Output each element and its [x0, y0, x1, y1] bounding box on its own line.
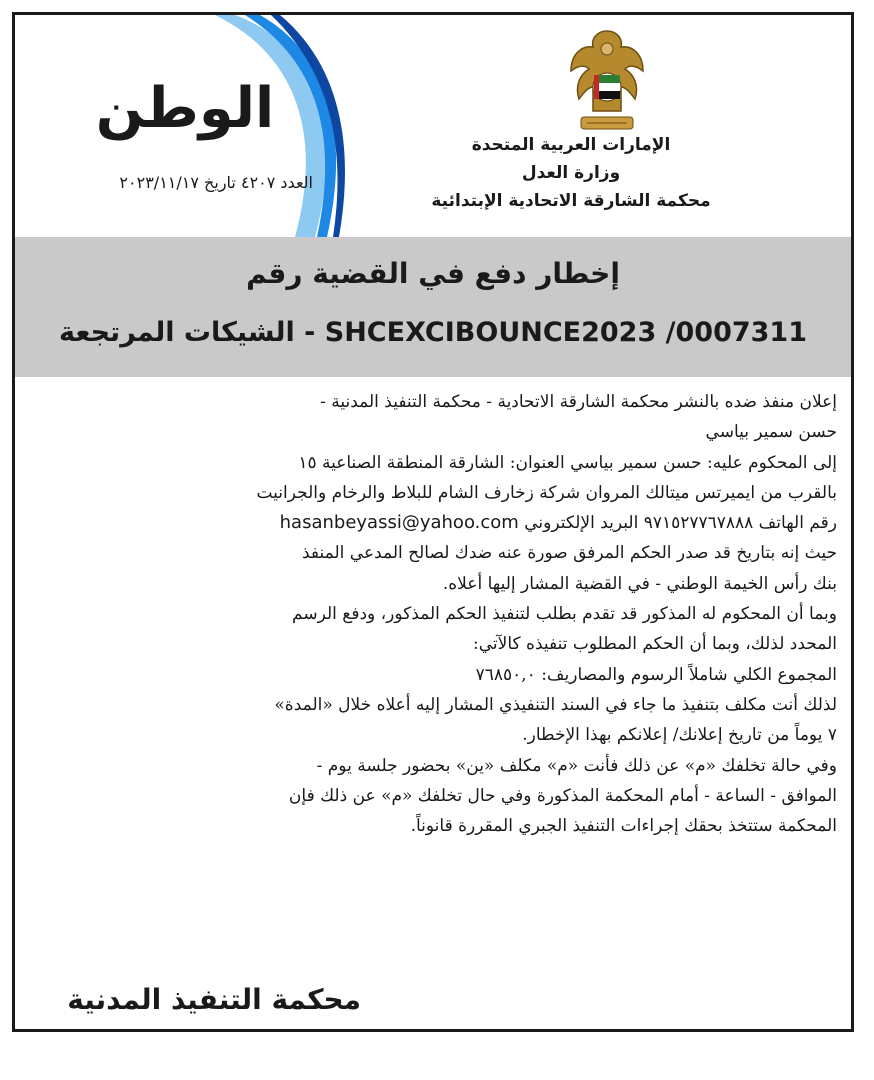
body-line-10: لذلك أنت مكلف بتنفيذ ما جاء في السند التنفيذي المشار إليه أعلاه خلال «المدة»: [274, 694, 837, 715]
uae-eagle-emblem-icon: [567, 25, 647, 135]
body-line-3: إلى المحكوم عليه: حسن سمير بياسي العنوان: الشارقة المنطقة الصناعية ١٥: [298, 452, 837, 473]
body-line-8: المحدد لذلك، وبما أن الحكم المطلوب تنفيذه كالآتي:: [473, 634, 837, 655]
phone-label: رقم الهاتف ٩٧١٥٢٧٧٦٧٨٨٨ البريد الإلكتروني: [524, 513, 837, 534]
newspaper-name: الوطن: [95, 76, 275, 141]
body-line-14: المحكمة ستتخذ بحقك إجراءات التنفيذ الجبري المقررة قانوناً.: [410, 816, 837, 837]
body-line-phone-email: [33, 508, 837, 538]
notice-body: [33, 387, 837, 841]
body-line-7: وبما أن المحكوم له المذكور قد تقدم بطلب لتنفيذ الحكم المذكور، ودفع الرسم: [292, 604, 837, 625]
body-line-5: حيث إنه بتاريخ قد صدر الحكم المرفق صورة عنه ضدك لصالح المدعي المنفذ: [301, 543, 837, 564]
signature-court: محكمة التنفيذ المدنية: [67, 983, 361, 1016]
issue-line: العدد ٤٢٠٧ تاريخ ٢٠٢٣/١١/١٧: [119, 173, 313, 192]
body-line-6: بنك رأس الخيمة الوطني - في القضية المشار إليها أعلاه.: [442, 573, 837, 594]
issuing-authority: [391, 131, 751, 215]
title-line-1: إخطار دفع في القضية رقم: [246, 257, 620, 290]
body-line-9: المجموع الكلي شاملاً الرسوم والمصاريف: ٧٦٨٥٠,٠: [475, 664, 837, 685]
title-band: [15, 237, 851, 377]
body-line-2: حسن سمير بياسي: [705, 422, 837, 443]
body-line-4: بالقرب من ايميرتس ميتالك المروان شركة زخارف الشام للبلاط والرخام والجرانيت: [256, 482, 837, 503]
body-line-1: إعلان منفذ ضده بالنشر محكمة الشارقة الاتحادية - محكمة التنفيذ المدنية -: [320, 392, 837, 412]
authority-court: محكمة الشارقة الاتحادية الإبتدائية: [431, 191, 711, 211]
notice-header: [15, 15, 851, 237]
authority-ministry: وزارة العدل: [521, 163, 621, 183]
title-line-2: SHCEXCIBOUNCE2023 /0007311 - الشيكات المرتجعة: [58, 317, 808, 348]
notice-frame: [12, 12, 854, 1032]
email-address: hasanbeyassi@yahoo.com: [279, 512, 519, 534]
authority-country: الإمارات العربية المتحدة: [471, 135, 671, 155]
body-line-11: ٧ يوماً من تاريخ إعلانك/ إعلانكم بهذا الإخطار.: [522, 725, 837, 746]
body-line-13: الموافق - الساعة - أمام المحكمة المذكورة وفي حال تخلفك «م» عن ذلك فإن: [288, 785, 837, 806]
body-line-12: وفي حالة تخلفك «م» عن ذلك فأنت «م» مكلف «ين» بحضور جلسة يوم -: [316, 755, 837, 776]
